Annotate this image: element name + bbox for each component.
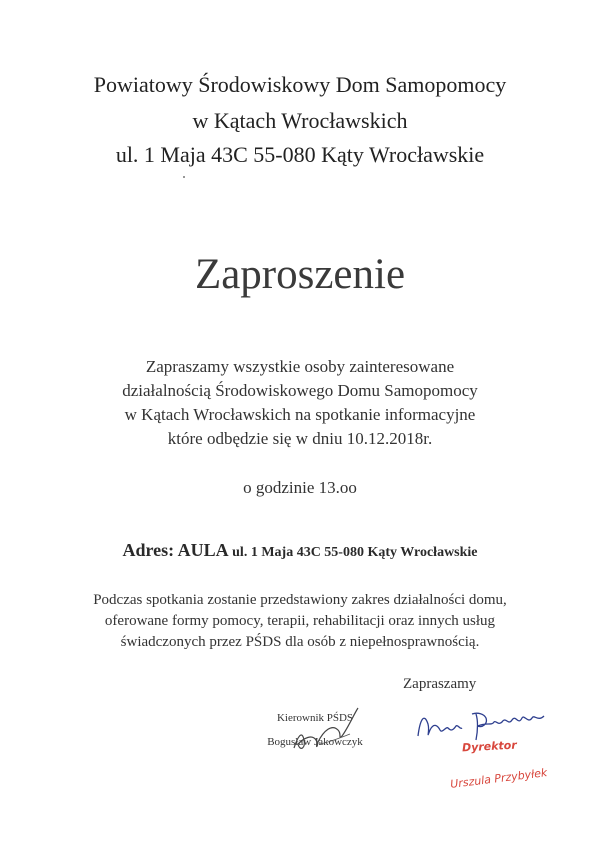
invitation-line-1: Zapraszamy wszystkie osoby zainteresowane: [145, 357, 455, 376]
institution-name-line2: w Kątach Wrocławskich: [192, 108, 408, 133]
manager-name: Bogusław Jakowczyk: [267, 736, 363, 748]
info-line-2: oferowane formy pomocy, terapii, rehabilitacji oraz innych usług: [104, 613, 496, 629]
invitation-line-3: w Kątach Wrocławskich na spotkanie informacyjne: [124, 405, 476, 424]
meeting-time: o godzinie 13.oo: [243, 478, 357, 497]
director-name-stamp: Urszula Przybyłek: [449, 766, 549, 791]
invitation-text: [0, 355, 600, 451]
invitation-line-4: które odbędzie się w dniu 10.12.2018r.: [167, 429, 433, 448]
meeting-address: [0, 540, 600, 561]
address-detail: ul. 1 Maja 43C 55-080 Kąty Wrocławskie: [228, 545, 478, 560]
director-title-stamp: Dyrektor: [461, 738, 518, 755]
institution-name-line1: Powiatowy Środowiskowy Dom Samopomocy: [93, 72, 507, 97]
document-title: Zaproszenie: [194, 251, 406, 298]
info-line-3: świadczonych przez PŚDS dla osób z niepełnosprawnością.: [120, 634, 480, 650]
address-label: Adres: AULA: [122, 540, 229, 560]
invitation-line-2: działalnością Środowiskowego Domu Samopomocy: [122, 381, 478, 400]
closing-invitation: Zapraszamy: [403, 676, 477, 692]
speck-mark: [183, 176, 185, 178]
institution-address: ul. 1 Maja 43C 55-080 Kąty Wrocławskie: [115, 142, 485, 167]
manager-handwritten-signature: [280, 700, 400, 760]
manager-title: Kierownik PŚDS: [276, 712, 354, 724]
info-line-1: Podczas spotkania zostanie przedstawiony zakres działalności domu,: [93, 592, 507, 608]
meeting-info: [0, 590, 600, 653]
